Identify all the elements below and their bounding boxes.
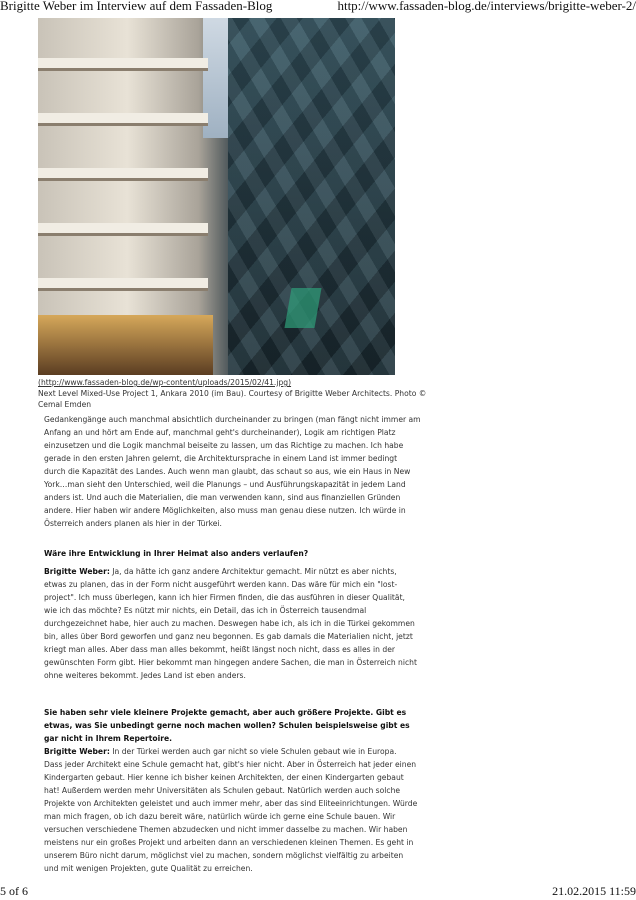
- line-text: wie ich das möchte? Es nützt mir nichts, ein Detail, das ich in Österreich tausendmal: [44, 606, 367, 615]
- text-line: [44, 771, 414, 784]
- text-line: [44, 669, 414, 682]
- page-url: http://www.fassaden-blog.de/interviews/brigitte-weber-2/: [337, 0, 636, 13]
- floor-slab: [38, 223, 208, 236]
- line-text: Projekte von Architekten geleistet und auch immer mehr, aber das sind Eliteeinrichtungen. Würde: [44, 799, 418, 808]
- text-line: [44, 452, 414, 465]
- line-text: Österreich anders planen als hier in der Türkei.: [44, 519, 222, 528]
- line-text: andere. Hier haben wir andere Möglichkeiten, also muss man genau diese nutzen. Ich würde in: [44, 506, 406, 515]
- text-line: [44, 439, 414, 452]
- line-text: etwas, was Sie unbedingt gerne noch machen wollen? Schulen beispielsweise gibt es: [44, 721, 410, 730]
- text-line: [44, 547, 414, 560]
- text-line: [44, 862, 414, 875]
- line-text: ohne weiteres bekommt. Jedes Land ist eben anders.: [44, 671, 246, 680]
- text-line: [44, 591, 414, 604]
- text-line: [44, 784, 414, 797]
- line-text: und mit wenigen Projekten, gute Qualität zu erreichen.: [44, 864, 253, 873]
- text-line: [44, 706, 414, 719]
- paragraph: [44, 413, 421, 530]
- text-line: [44, 604, 414, 617]
- line-text: Anfang an und hört am Ende auf, manchmal geht's durcheinander), Logik am richtigen Platz: [44, 428, 396, 437]
- text-line: [44, 656, 417, 669]
- text-line: [44, 565, 414, 578]
- line-text: durchgezeichnet habe, hier auch zu machen. Deswegen habe ich, als ich in die Türkei gekommen: [44, 619, 415, 628]
- text-line: [44, 823, 414, 836]
- line-text: versuchen verschiedene Themen abzudecken und nicht immer dasselbe zu machen. Wir haben: [44, 825, 408, 834]
- building-photo: [38, 18, 395, 375]
- text-line: [44, 643, 414, 656]
- text-line: [44, 478, 414, 491]
- caption-line: Next Level Mixed-Use Project 1, Ankara 2010 (im Bau). Courtesy of Brigitte Weber Architects. Photo ©: [38, 389, 427, 398]
- floor-slab: [38, 168, 208, 181]
- text-line: [44, 810, 414, 823]
- line-text: einzusetzen und die Logik manchmal beiseite zu lassen, um das Richtige zu machen. Ich habe: [44, 441, 404, 450]
- text-line: [44, 617, 414, 630]
- answer: [44, 565, 417, 682]
- text-line: [44, 630, 414, 643]
- image-link[interactable]: (http://www.fassaden-blog.de/wp-content/uploads/2015/02/41.jpg): [38, 378, 292, 387]
- text-line: [44, 413, 421, 426]
- image-caption: [38, 388, 426, 410]
- line-text: anders ist. Und auch die Materialien, die man verwenden kann, sind aus finanziellen Gründen: [44, 493, 401, 502]
- text-line: [44, 491, 414, 504]
- question: [44, 547, 414, 560]
- caption-line: Cemal Emden: [38, 400, 92, 409]
- line-text: project". Ich muss überlegen, kann ich hier Firmen finden, die das ausführen in dieser Qualität,: [44, 593, 405, 602]
- text-line: [44, 849, 414, 862]
- text-line: [44, 732, 414, 745]
- line-text: bin, alles über Bord geworfen und ganz neu begonnen. Es gab damals die Materialien nicht, jetzt: [44, 632, 413, 641]
- line-text: Sie haben sehr viele kleinere Projekte gemacht, aber auch größere Projekte. Gibt es: [44, 708, 407, 717]
- text-line: [44, 745, 414, 758]
- text-line: [44, 426, 414, 439]
- text-line: [44, 797, 418, 810]
- text-line: [44, 719, 414, 732]
- text-line: [44, 465, 414, 478]
- line-text: Kindergarten gebaut. Hier kenne ich bisher keinen Architekten, der einen Kindergarten gebaut: [44, 773, 404, 782]
- text-line: [44, 578, 414, 591]
- line-text: meistens nur ein großes Projekt und arbeiten dann an verschiedenen kleinen Themen. Es geht in: [44, 838, 414, 847]
- text-line: [44, 517, 414, 530]
- text-line: [44, 836, 414, 849]
- line-text: etwas zu planen, das in der Form nicht ausgeführt werden kann. Das wäre für mich ein "lost-: [44, 580, 398, 589]
- line-text: gar nicht in Ihrem Repertoire.: [44, 734, 173, 743]
- text-line: [44, 504, 414, 517]
- floor-slab: [38, 113, 208, 126]
- line-text: York…man sieht den Unterschied, weil die Planungs – und Ausführungskapazität in jedem Land: [44, 480, 406, 489]
- print-datetime: 21.02.2015 11:59: [552, 884, 636, 898]
- line-text: kriegt man alles. Aber dass man alles bekommt, heißt längst noch nicht, dass es alles in der: [44, 645, 395, 654]
- line-text: man mich fragen, ob ich dazu bereit wäre, natürlich würde ich gerne eine Schule bauen. Wir: [44, 812, 396, 821]
- line-text: unserem Büro nicht darum, möglichst viel zu machen, sondern möglichst vielfältig zu arbeiten: [44, 851, 404, 860]
- line-text: Wäre ihre Entwicklung in Ihrer Heimat also anders verlaufen?: [44, 549, 309, 558]
- answer: [44, 745, 418, 875]
- line-text: Gedankengänge auch manchmal absichtlich durcheinander zu bringen (man fängt nicht immer am: [44, 415, 421, 424]
- line-text: gerade in den ersten Jahren gelernt, die Architektursprache in einem Land ist immer bedingt: [44, 454, 398, 463]
- floor-slab: [38, 58, 208, 71]
- question: [44, 706, 414, 745]
- line-text: durch die Kapazität des Landes. Auch wenn man glaubt, das schaut so aus, wie ein Haus in New: [44, 467, 411, 476]
- line-text: In der Türkei werden auch gar nicht so viele Schulen gebaut wie in Europa.: [109, 747, 397, 756]
- floor-slab: [38, 278, 208, 291]
- line-text: hat! Außerdem werden mehr Universitäten als Schulen gebaut. Natürlich werden auch solche: [44, 786, 401, 795]
- text-line: [44, 758, 417, 771]
- line-text: gewünschten Form gibt. Hier bekommt man hingegen andere Sachen, die man in Österreich nicht: [44, 658, 417, 667]
- speaker-name: Brigitte Weber:: [44, 567, 110, 576]
- speaker-name: Brigitte Weber:: [44, 747, 110, 756]
- page-title: Brigitte Weber im Interview auf dem Fassaden-Blog: [0, 0, 273, 13]
- lit-ground-floor: [38, 315, 213, 375]
- page-number: 5 of 6: [0, 884, 28, 898]
- line-text: Ja, da hätte ich ganz andere Architektur gemacht. Mir nützt es aber nichts,: [109, 567, 397, 576]
- line-text: Dass jeder Architekt eine Schule gemacht hat, gibt's hier nicht. Aber in Österreich hat jeder einen: [44, 760, 417, 769]
